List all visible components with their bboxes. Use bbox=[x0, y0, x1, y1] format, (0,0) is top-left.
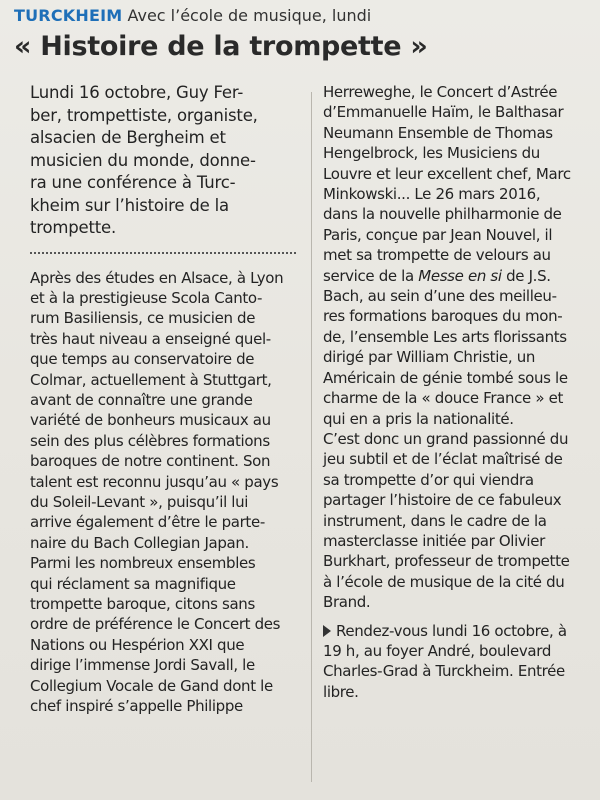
body-line: Bach, au sein d’une des meilleu- bbox=[323, 287, 557, 306]
article-title: « Histoire de la trompette » bbox=[14, 31, 428, 62]
practical-line bbox=[323, 621, 595, 641]
service-before: service de la bbox=[323, 266, 419, 285]
body-line: variété de bonheurs musicaux au bbox=[30, 411, 271, 430]
body-line: que temps au conservatoire de bbox=[30, 350, 255, 369]
body-line: du Soleil-Levant », puisqu’il lui bbox=[30, 492, 249, 511]
body-line: res formations baroques du mon- bbox=[323, 307, 563, 326]
body-line: très haut niveau a enseigné quel- bbox=[30, 329, 271, 348]
practical-info bbox=[323, 621, 595, 703]
body-line: et à la prestigieuse Scola Canto- bbox=[30, 288, 263, 307]
body-line: Collegium Vocale de Gand dont le bbox=[30, 676, 273, 695]
service-after: de J.S. bbox=[501, 266, 551, 285]
body-line: Neumann Ensemble de Thomas bbox=[323, 123, 553, 142]
practical-line: Charles-Grad à Turckheim. Entrée bbox=[323, 662, 565, 681]
dotted-separator bbox=[30, 252, 296, 254]
body-line: d’Emmanuelle Haïm, le Balthasar bbox=[323, 103, 564, 122]
body-line: avant de connaître une grande bbox=[30, 390, 253, 409]
body-line: jeu subtil et de l’éclat maîtrisé de bbox=[323, 450, 563, 469]
body-line: sein des plus célèbres formations bbox=[30, 431, 270, 450]
lead-line: musicien du monde, donne- bbox=[30, 150, 256, 170]
body-line: instrument, dans le cadre de la bbox=[323, 511, 547, 530]
body-line: C’est donc un grand passionné du bbox=[323, 429, 569, 448]
body-line: partager l’histoire de ce fabuleux bbox=[323, 491, 562, 510]
body-line: Nations ou Hespérion XXI que bbox=[30, 635, 245, 654]
lead-line: alsacien de Bergheim et bbox=[30, 128, 226, 147]
lead-line: trompette. bbox=[30, 218, 117, 237]
kicker-line bbox=[14, 6, 594, 26]
lead-line: kheim sur l’histoire de la bbox=[30, 195, 229, 215]
body-line: à l’école de musique de la cité du bbox=[323, 572, 565, 591]
right-column bbox=[323, 82, 595, 702]
spacer bbox=[323, 613, 595, 621]
body-line: sa trompette d’or qui viendra bbox=[323, 470, 534, 489]
body-line: chef inspiré s’appelle Philippe bbox=[30, 697, 243, 716]
body-line: baroques de notre continent. Son bbox=[30, 452, 271, 471]
body-line: dirigé par William Christie, un bbox=[323, 348, 536, 367]
body-line: talent est reconnu jusqu’au « pays bbox=[30, 472, 279, 491]
body-line: Minkowski... Le 26 mars 2016, bbox=[323, 185, 541, 204]
body-line: Burkhart, professeur de trompette bbox=[323, 552, 570, 571]
body-line: Colmar, actuellement à Stuttgart, bbox=[30, 370, 272, 389]
body-line: rum Basiliensis, ce musicien de bbox=[30, 309, 256, 328]
body-line: Paris, conçue par Jean Nouvel, il bbox=[323, 225, 553, 244]
body-line: dirige l’immense Jordi Savall, le bbox=[30, 656, 255, 675]
body-line: naire du Bach Collegian Japan. bbox=[30, 533, 249, 552]
body-line: charme de la « douce France » et bbox=[323, 389, 563, 408]
work-title: Messe en si bbox=[418, 266, 502, 285]
arrow-right-icon bbox=[323, 625, 331, 637]
practical-line: 19 h, au foyer André, boulevard bbox=[323, 641, 552, 660]
body-line: Louvre et leur excellent chef, Marc bbox=[323, 164, 571, 183]
body-text-left bbox=[30, 268, 298, 717]
body-line: Brand. bbox=[323, 593, 371, 612]
body-line: Parmi les nombreux ensembles bbox=[30, 554, 256, 573]
kicker-text: Avec l’école de musique, lundi bbox=[127, 6, 372, 25]
body-line: trompette baroque, citons sans bbox=[30, 595, 255, 613]
column-divider bbox=[311, 92, 312, 782]
left-column bbox=[30, 82, 298, 716]
article-header bbox=[14, 6, 594, 64]
body-line: Après des études en Alsace, à Lyon bbox=[30, 268, 284, 287]
body-line: qui réclament sa magnifique bbox=[30, 574, 236, 593]
lead-line: ber, trompettiste, organiste, bbox=[30, 105, 258, 125]
body-line: masterclasse initiée par Olivier bbox=[323, 531, 545, 550]
practical-line: libre. bbox=[323, 682, 359, 701]
practical-text: Rendez-vous lundi 16 octobre, à bbox=[336, 621, 567, 640]
body-line: arrive également d’être le parte- bbox=[30, 513, 265, 532]
lead-line: ra une conférence à Turc- bbox=[30, 173, 236, 192]
location-label: TURCKHEIM bbox=[14, 6, 123, 25]
body-line: Américain de génie tombé sous le bbox=[323, 368, 568, 387]
body-line: qui en a pris la nationalité. bbox=[323, 409, 514, 428]
body-line: de, l’ensemble Les arts florissants bbox=[323, 327, 567, 346]
body-line: met sa trompette de velours au bbox=[323, 246, 551, 265]
body-line: Herreweghe, le Concert d’Astrée bbox=[323, 83, 558, 101]
body-line: ordre de préférence le Concert des bbox=[30, 615, 281, 634]
lead-line: Lundi 16 octobre, Guy Fer- bbox=[30, 83, 244, 102]
body-line: dans la nouvelle philharmonie de bbox=[323, 205, 562, 224]
body-line-service bbox=[323, 266, 595, 286]
body-text-right bbox=[323, 82, 595, 613]
body-line: Hengelbrock, les Musiciens du bbox=[323, 144, 540, 163]
article-lead bbox=[30, 82, 298, 240]
